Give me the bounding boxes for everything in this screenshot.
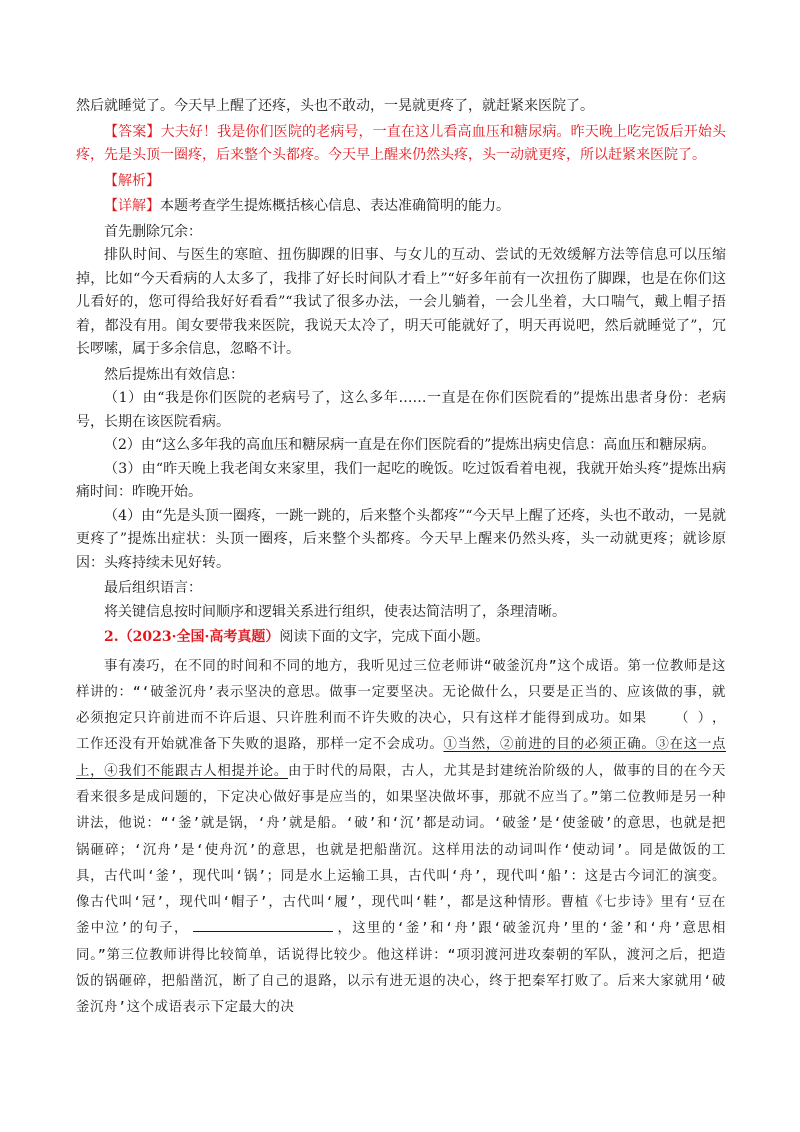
question-instruction: 阅读下面的文字，完成下面小题。 (279, 629, 490, 645)
point-4: （4）由“先是头顶一圈疼，一跳一跳的，后来整个头都疼”“今天早上醒了还疼，头也不敢动，一晃就更疼了”提炼出症状：头顶一圈疼，后来整个头都疼。今天早上醒来仍然头疼，头一动就更疼；就诊原因：头疼持续未见好转。 (76, 507, 726, 571)
point-1: （1）由“我是你们医院的老病号了，这么多年……一直是在你们医院看的”提炼出患者身份：老病号，长期在该医院看病。 (76, 390, 726, 430)
answer-text: 大夫好！我是你们医院的老病号，一直在这儿看高血压和糖尿病。昨天晚上吃完饭后开始头疼，先是头顶一圈疼，后来整个头都疼。今天早上醒来仍然头疼，头一动就更疼，所以赶紧来医院了。 (76, 123, 727, 163)
analysis-tag: 【解析】 (104, 172, 160, 189)
blank-parentheses: （ ） (675, 711, 712, 727)
answer-paragraph (76, 121, 726, 168)
point-3: （3）由“昨天晚上我老闺女来家里，我们一起吃的晚饭。吃过饭看着电视，我就开始头疼”提炼出病痛时间：昨晚开始。 (76, 460, 726, 500)
underlined-sentences: ①当然，②前进的目的必须正确。③在这一点上，④我们不能跟古人相提并论。 (76, 737, 726, 779)
analysis-heading (76, 170, 726, 194)
reading-passage (76, 654, 726, 1022)
detail-text: 本题考查学生提炼概括核心信息、表达准确简明的能力。 (160, 198, 510, 214)
answer-blank (193, 917, 333, 932)
question-2-header (76, 626, 726, 650)
prev-text-tail: 然后就睡觉了。今天早上醒了还疼，头也不敢动，一晃就更疼了，就赶紧来医院了。 (76, 98, 594, 114)
detail-tag: 【详解】 (104, 198, 160, 214)
point-2: （2）由“这么多年我的高血压和糖尿病一直是在你们医院看的”提炼出病史信息：高血压和糖尿病。 (104, 437, 716, 453)
detail-paragraph (76, 195, 726, 219)
step2-heading: 然后提炼出有效信息： (104, 366, 244, 383)
passage-paragraph: 事有凑巧，在不同的时间和不同的地方，我听见过三位老师讲“破釜沉舟”这个成语。第一位教师是这样讲的：“‘破釜沉舟’表示坚决的意思。做事一定要坚决。无论做什么，只要是正当的、应该做的事，就必须抱定只许前进而不许后退、只许胜利而不许失败的决心，只有这样才能得到成功。如果 （ ），工作还没有开始就准备下失败的退路，那样一定不会成功。①当然，②前进的目的必须正确。③在这一点上，④我们不能跟古人相提并论。由于时代的局限，古人，尤其是封建统治阶级的人，做事的目的在今天看来很多是成问题的，下定决心做好事是应当的，如果坚决做坏事，那就不应当了。”第二位教师是另一种讲法，他说：“‘釜’就是锅，‘舟’就是船。‘破’和‘沉’都是动词。‘破釜’是‘使釜破’的意思，也就是把锅砸碎；‘沉舟’是‘使舟沉’的意思，也就是把船凿沉。这样用法的动词叫作‘使动词’。同是做饭的工具，古代叫‘釜’，现代叫‘锅’；同是水上运输工具，古代叫‘舟’，现代叫‘船’：这是古今词汇的演变。像古代叫‘冠’，现代叫‘帽子’，古代叫‘履’，现代叫‘鞋’，都是这种情形。曹植《七步诗》里有‘豆在釜中泣’的句子， ，这里的‘釜’和‘舟’跟‘破釜沉舟’里的‘釜’和‘舟’意思相同。”第三位教师讲得比较简单，话说得比较少。他这样讲：“项羽渡河进攻秦朝的军队，渡河之后，把造饭的锅砸碎，把船凿沉，断了自己的退路，以示有进无退的决心，终于把秦军打败了。后来大家就用‘破釜沉舟’这个成语表示下定最大的决 (76, 658, 726, 1016)
question-number: 2. (104, 629, 119, 645)
step1-heading: 首先删除冗余： (104, 223, 202, 240)
document-content (76, 95, 726, 1022)
step1-body: 排队时间、与医生的寒暄、扭伤脚踝的旧事、与女儿的互动、尝试的无效缓解方法等信息可以压缩掉，比如“今天看病的人太多了，我排了好长时间队才看上”“好多年前有一次扭伤了脚踝，也是在你们这儿看好的，您可得给我好好看看”“我试了很多办法，一会儿躺着，一会儿坐着，大口喘气，戴上帽子捂着，都没有用。闺女要带我来医院，我说天太冷了，明天可能就好了，明天再说吧，然后就睡觉了”，冗长啰嗦，属于多余信息，忽略不计。 (76, 247, 726, 357)
step3-body: 将关键信息按时间顺序和逻辑关系进行组织，使表达简洁明了，条理清晰。 (104, 603, 566, 620)
question-source: （2023·全国·高考真题） (118, 629, 280, 645)
step3-heading: 最后组织语言： (104, 580, 202, 596)
answer-tag: 【答案】 (104, 123, 161, 140)
